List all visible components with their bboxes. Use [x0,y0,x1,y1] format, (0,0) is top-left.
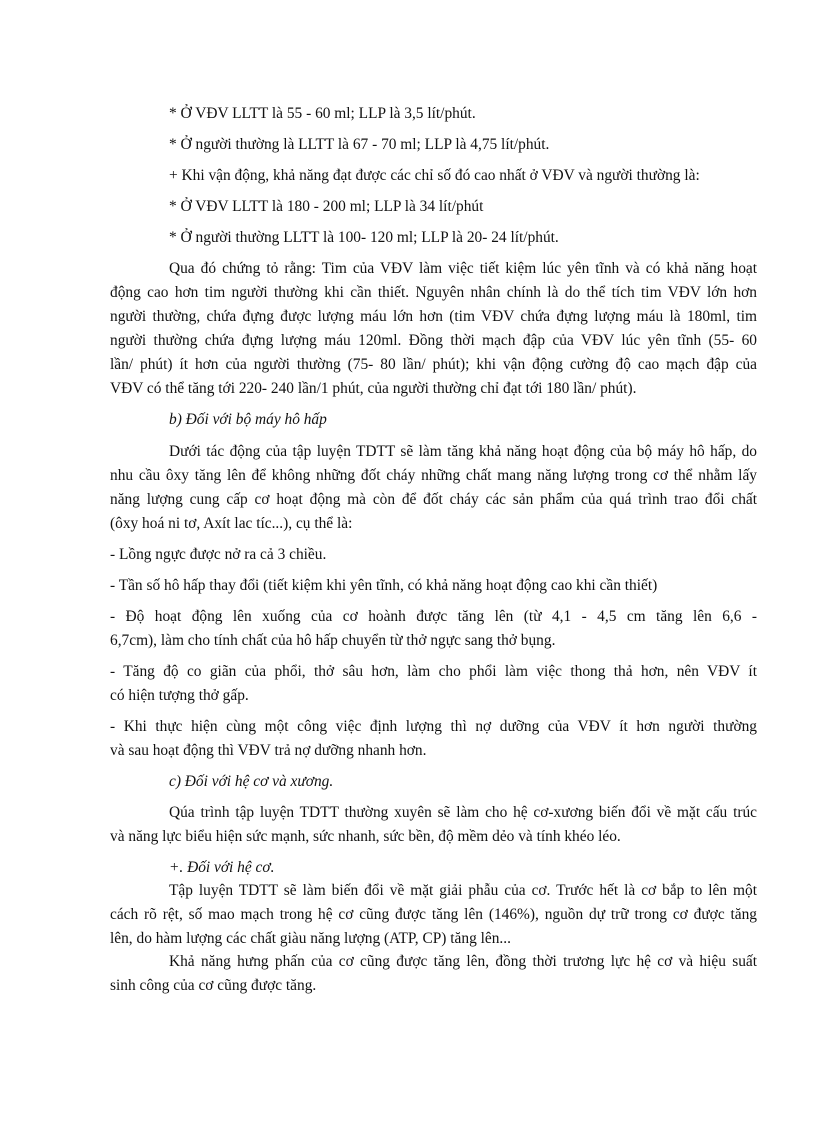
section-heading: c) Đối với hệ cơ và xương. [169,773,334,790]
text-line: * Ở VĐV LLTT là 55 - 60 ml; LLP là 3,5 lít/phút. [169,105,476,122]
text-line: VĐV có thể tăng tới 220- 240 lần/1 phút, của người thường chỉ đạt tới 180 lần/ phút). [110,380,637,397]
text-line: * Ở VĐV LLTT là 180 - 200 ml; LLP là 34 lít/phút [169,198,484,215]
text-line: cách rõ rệt, số mao mạch trong hệ cơ cũng được tăng lên (146%), nguồn dự trữ trong cơ được tăng [110,906,757,923]
list-item: - Độ hoạt động lên xuống của cơ hoành được tăng lên (từ 4,1 - 4,5 cm tăng lên 6,6 - [110,608,757,625]
subsection-heading: +. Đối với hệ cơ. [169,859,275,876]
text-line: có hiện tượng thở gấp. [110,687,249,704]
text-line: nhu cầu ôxy tăng lên để không những đốt cháy những chất mang năng lượng trong cơ thể nhằm lấy [110,467,757,484]
text-line: lần/ phút) ít hơn của người thường (75- 80 lần/ phút); khi vận động cường độ cao mạch đập của [110,356,757,373]
text-line: Tập luyện TDTT sẽ làm biến đổi về mặt giải phẫu của cơ. Trước hết là cơ bắp to lên một [169,882,757,899]
text-line: Qua đó chứng tỏ rằng: Tim của VĐV làm việc tiết kiệm lúc yên tĩnh và có khả năng hoạt [169,260,757,277]
list-item: - Tần số hô hấp thay đổi (tiết kiệm khi yên tĩnh, có khả năng hoạt động cao khi cần thiết) [110,577,658,594]
text-line: và sau hoạt động thì VĐV trả nợ dưỡng nhanh hơn. [110,742,427,759]
text-line: 6,7cm), làm cho tính chất của hô hấp chuyển từ thở ngực sang thở bụng. [110,632,556,649]
text-line: và năng lực biểu hiện sức mạnh, sức nhanh, sức bền, độ mềm dẻo và tính khéo léo. [110,828,621,845]
list-item: - Khi thực hiện cùng một công việc định lượng thì nợ dưỡng của VĐV ít hơn người thường [110,718,757,735]
text-line: động cao hơn tim người thường khi cần thiết. Nguyên nhân chính là do thể tích tim VĐV lớn hơn [110,284,757,301]
section-heading: b) Đối với bộ máy hô hấp [169,411,327,428]
text-line: * Ở người thường LLTT là 100- 120 ml; LLP là 20- 24 lít/phút. [169,229,559,246]
list-item: - Tăng độ co giãn của phổi, thở sâu hơn, làm cho phổi làm việc thong thả hơn, nên VĐV ít [110,663,757,680]
text-line: sinh công của cơ cũng được tăng. [110,977,317,994]
text-line: năng lượng cung cấp cơ hoạt động mà còn để đốt cháy các sản phẩm của quá trình trao đổi chất [110,491,757,508]
text-line: + Khi vận động, khả năng đạt được các chỉ số đó cao nhất ở VĐV và người thường là: [169,167,700,184]
text-line: người thường chứa đựng lượng máu 120ml. Đồng thời mạch đập của VĐV lúc yên tĩnh (55- 60 [110,332,757,349]
text-line: * Ở người thường là LLTT là 67 - 70 ml; LLP là 4,75 lít/phút. [169,136,550,153]
list-item: - Lồng ngực được nở ra cả 3 chiều. [110,546,327,563]
text-line: lên, do hàm lượng các chất giàu năng lượng (ATP, CP) tăng lên... [110,930,511,947]
text-line: Qúa trình tập luyện TDTT thường xuyên sẽ làm cho hệ cơ-xương biến đổi về mặt cấu trúc [169,804,757,821]
text-line: người thường, chứa đựng được lượng máu lớn hơn (tim VĐV chứa đựng lượng máu là 180ml, tim [110,308,757,325]
text-line: Khả năng hưng phấn của cơ cũng được tăng lên, đồng thời trương lực hệ cơ và hiệu suất [169,953,757,970]
text-line: Dưới tác động của tập luyện TDTT sẽ làm tăng khả năng hoạt động của bộ máy hô hấp, do [169,443,757,460]
text-line: (ôxy hoá ni tơ, Axít lac tíc...), cụ thể là: [110,515,353,532]
